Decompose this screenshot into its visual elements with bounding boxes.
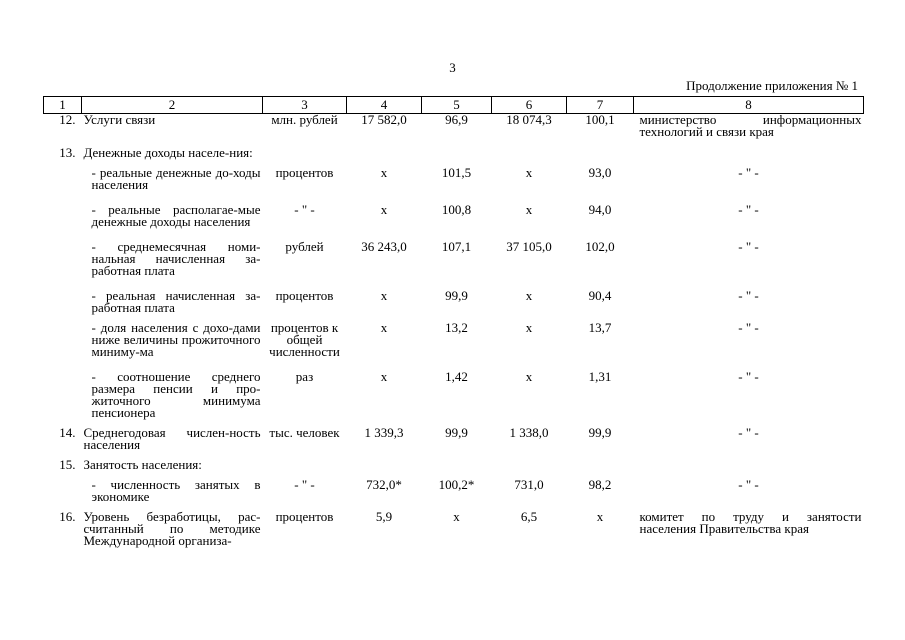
- value-cell: [347, 459, 422, 479]
- row-number: 12.: [59, 112, 76, 127]
- responsible-body: [634, 459, 864, 479]
- table-row: [44, 290, 864, 322]
- value-cell: 101,5: [441, 165, 472, 180]
- value-cell: 99,9: [588, 425, 612, 440]
- indicators-table: [43, 96, 864, 547]
- indicator-name: Услуги связи: [83, 112, 156, 127]
- indicator-name: - соотношение среднего размера пенсии и про-житочного минимума пенсионера: [91, 369, 261, 420]
- value-cell: 90,4: [588, 288, 612, 303]
- table-row: [44, 322, 864, 371]
- unit-cell: процентов: [275, 509, 334, 524]
- value-cell: 100,8: [441, 202, 472, 217]
- value-cell: 13,7: [588, 320, 612, 335]
- value-cell: [347, 147, 422, 167]
- table-row: [44, 479, 864, 511]
- unit-cell: [263, 459, 347, 479]
- column-header: 8: [634, 97, 864, 114]
- unit-cell: рублей: [285, 239, 324, 254]
- row-number: 16.: [59, 509, 76, 524]
- responsible-body: министерство информационных технологий и связи края: [639, 112, 862, 139]
- table-row: [44, 241, 864, 290]
- row-number: [44, 479, 82, 511]
- column-header: 4: [347, 97, 422, 114]
- value-cell: 6,5: [520, 509, 538, 524]
- value-cell: 107,1: [441, 239, 472, 254]
- indicator-name: Занятость населения:: [83, 457, 202, 472]
- unit-cell: раз: [295, 369, 314, 384]
- value-cell: x: [525, 165, 533, 180]
- unit-cell: - " -: [294, 477, 315, 492]
- value-cell: 99,9: [445, 288, 468, 303]
- responsible-body: - " -: [738, 320, 759, 335]
- value-cell: 96,9: [445, 112, 468, 127]
- row-number: [44, 322, 82, 371]
- column-header: 5: [422, 97, 492, 114]
- indicator-name: - реальная начисленная за-работная плата: [91, 288, 261, 315]
- table-row: [44, 371, 864, 427]
- indicator-name: - реальные денежные до-ходы населения: [91, 165, 261, 192]
- value-cell: [422, 459, 492, 479]
- column-header: 6: [492, 97, 567, 114]
- indicator-name: - реальные располагае-мые денежные доходы населения: [91, 202, 261, 229]
- responsible-body: - " -: [738, 288, 759, 303]
- value-cell: x: [525, 369, 533, 384]
- value-cell: 731,0: [514, 477, 544, 492]
- responsible-body: - " -: [738, 369, 759, 384]
- row-number: [44, 167, 82, 204]
- indicator-name: Уровень безработицы, рас-считанный по методике Международной организа-: [83, 509, 261, 548]
- value-cell: x: [380, 369, 388, 384]
- value-cell: [567, 459, 634, 479]
- table-row: [44, 167, 864, 204]
- value-cell: [492, 147, 567, 167]
- value-cell: 732,0*: [366, 477, 402, 492]
- value-cell: 37 105,0: [506, 239, 552, 254]
- responsible-body: - " -: [738, 239, 759, 254]
- unit-cell: млн. рублей: [271, 112, 338, 127]
- value-cell: 98,2: [588, 477, 612, 492]
- column-header: 7: [567, 97, 634, 114]
- table-row: [44, 204, 864, 241]
- value-cell: 36 243,0: [361, 239, 407, 254]
- row-number: [44, 290, 82, 322]
- responsible-body: комитет по труду и занятости населения Правительства края: [639, 509, 862, 536]
- table-row: [44, 511, 864, 547]
- row-number: [44, 371, 82, 427]
- row-number: 13.: [59, 145, 76, 160]
- unit-cell: процентов: [275, 288, 334, 303]
- table-row: [44, 459, 864, 479]
- value-cell: [567, 147, 634, 167]
- table-row: [44, 147, 864, 167]
- appendix-continuation-label: Продолжение приложения № 1: [686, 78, 858, 93]
- value-cell: x: [596, 509, 604, 524]
- column-header: 2: [82, 97, 263, 114]
- value-cell: x: [525, 288, 533, 303]
- value-cell: x: [380, 320, 388, 335]
- value-cell: 1,31: [588, 369, 612, 384]
- responsible-body: - " -: [738, 425, 759, 440]
- value-cell: x: [453, 509, 460, 524]
- value-cell: 1,42: [445, 369, 468, 384]
- indicator-name: - доля населения с дохо-дами ниже величины прожиточного миниму-ма: [91, 320, 261, 359]
- value-cell: [492, 459, 567, 479]
- indicator-name: Денежные доходы населе-ния:: [83, 145, 253, 160]
- value-cell: 1 338,0: [509, 425, 549, 440]
- value-cell: x: [525, 202, 533, 217]
- unit-cell: - " -: [294, 202, 315, 217]
- value-cell: 13,2: [445, 320, 468, 335]
- value-cell: 5,9: [375, 509, 393, 524]
- indicator-name: - среднемесячная номи-нальная начисленная за-работная плата: [91, 239, 261, 278]
- row-number: [44, 241, 82, 290]
- row-number: 14.: [59, 425, 76, 440]
- indicator-name: - численность занятых в экономике: [91, 477, 261, 504]
- responsible-body: [634, 147, 864, 167]
- column-header: 1: [44, 97, 82, 114]
- value-cell: 100,2*: [438, 477, 475, 492]
- responsible-body: - " -: [738, 202, 759, 217]
- value-cell: x: [380, 202, 388, 217]
- value-cell: 99,9: [445, 425, 468, 440]
- value-cell: [422, 147, 492, 167]
- row-number: [44, 204, 82, 241]
- unit-cell: тыс. человек: [269, 425, 340, 440]
- responsible-body: - " -: [738, 165, 759, 180]
- value-cell: 94,0: [588, 202, 612, 217]
- value-cell: 100,1: [585, 112, 615, 127]
- value-cell: 1 339,3: [364, 425, 404, 440]
- value-cell: 18 074,3: [506, 112, 552, 127]
- column-header: 3: [263, 97, 347, 114]
- page-number: 3: [449, 60, 456, 75]
- indicator-name: Среднегодовая числен-ность населения: [83, 425, 261, 452]
- table-row: [44, 114, 864, 148]
- unit-cell: [263, 147, 347, 167]
- value-cell: 102,0: [585, 239, 615, 254]
- unit-cell: процентов к общей численности: [269, 320, 340, 359]
- table-row: [44, 427, 864, 459]
- value-cell: x: [380, 288, 388, 303]
- column-number-header-row: [44, 97, 864, 114]
- row-number: 15.: [59, 457, 76, 472]
- value-cell: x: [525, 320, 533, 335]
- value-cell: 17 582,0: [361, 112, 407, 127]
- value-cell: 93,0: [588, 165, 612, 180]
- unit-cell: процентов: [275, 165, 334, 180]
- responsible-body: - " -: [738, 477, 759, 492]
- value-cell: x: [380, 165, 388, 180]
